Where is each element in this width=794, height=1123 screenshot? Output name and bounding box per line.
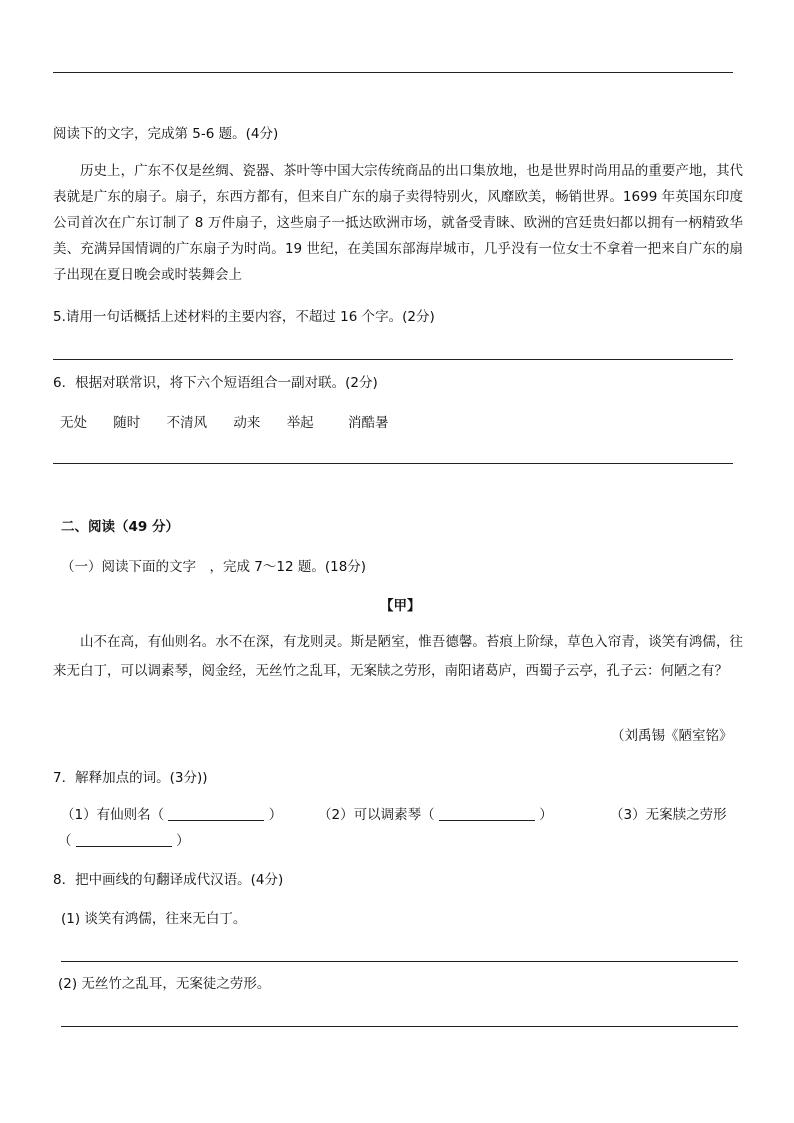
q7-item-3 <box>610 803 727 823</box>
passage-loushiming: 山不在高，有仙则名。水不在深，有龙则灵。斯是陋室，惟吾德馨。苔痕上阶绿，草色入帘青，谈笑有鸿儒，往来无白丁，可以调素琴，阅金经，无丝竹之乱耳，无案牍之劳形，南阳诸葛庐，西蜀子云亭，孔子云：何陋之有？ <box>53 634 743 679</box>
question-5: 5.请用一句话概括上述材料的主要内容，不超过 16 个字。(2分) <box>53 309 435 325</box>
close-paren: ） <box>268 807 283 823</box>
phrase-item: 无处 <box>60 415 87 431</box>
reading-intro: 阅读下的文字，完成第 5-6 题。(4分) <box>53 126 279 142</box>
q7-item-3-label: （3）无案牍之劳形 <box>610 807 727 823</box>
phrase-item: 随时 <box>113 415 141 431</box>
passage-jia-label: 【甲】 <box>380 598 421 614</box>
answer-line-q6 <box>53 463 733 464</box>
open-paren: （ <box>58 833 72 849</box>
question-8: 8．把中画线的句翻译成代汉语。(4分) <box>53 872 284 888</box>
question-7: 7．解释加点的词。(3分)) <box>53 770 208 786</box>
q7-blank-1[interactable] <box>168 806 264 821</box>
phrase-item: 消酷暑 <box>347 415 389 431</box>
q7-blank-3[interactable] <box>76 832 172 847</box>
top-rule <box>53 72 733 73</box>
answer-line-q5 <box>53 359 733 360</box>
passage-source: （刘禹锡《陋室铭》 <box>611 728 733 744</box>
q7-item-3-blank-line <box>58 829 190 849</box>
q7-item-1 <box>61 803 282 823</box>
phrase-item: 动来 <box>233 415 261 431</box>
phrase-list <box>60 411 388 431</box>
passage-fans: 历史上，广东不仅是丝绸、瓷器、茶叶等中国大宗传统商品的出口集放地，也是世界时尚用品的重要产地，其代表就是广东的扇子。扇子，东西方都有，但来自广东的扇子卖得特别火，风靡欧美，畅销世界。1699 年英国东印度公司首次在广东订制了 8 万件扇子，这些扇子一抵达欧洲市场，就备受青睐、欧洲的宫廷贵妇都以拥有一柄精致华美、充满异国情调的广东扇子为时尚。19 世纪，在美国东部海岸城市，几乎没有一位女士不拿着一把来自广东的扇子出现在夏日晚会或时装舞会上 <box>53 163 743 283</box>
q7-item-2 <box>318 803 553 823</box>
answer-line-q8-2 <box>61 1026 738 1027</box>
subsection-1-heading: （一）阅读下面的文字 ，完成 7～12 题。(18分) <box>61 559 367 575</box>
close-paren: ） <box>176 833 190 849</box>
q7-item-1-label: （1）有仙则名（ <box>61 807 165 823</box>
section-2-heading: 二、阅读（49 分） <box>61 519 179 535</box>
q8-item-2: (2) 无丝竹之乱耳，无案徒之劳形。 <box>58 976 271 992</box>
answer-line-q8-1 <box>61 961 738 962</box>
close-paren: ） <box>539 807 553 823</box>
q7-item-2-label: （2）可以调素琴（ <box>318 807 435 823</box>
phrase-item: 不清风 <box>166 415 208 431</box>
q8-item-1: (1) 谈笑有鸿儒，往来无白丁。 <box>61 911 247 927</box>
phrase-item: 举起 <box>286 415 314 431</box>
q7-blank-2[interactable] <box>439 806 535 821</box>
question-6: 6．根据对联常识，将下六个短语组合一副对联。(2分) <box>53 375 378 391</box>
